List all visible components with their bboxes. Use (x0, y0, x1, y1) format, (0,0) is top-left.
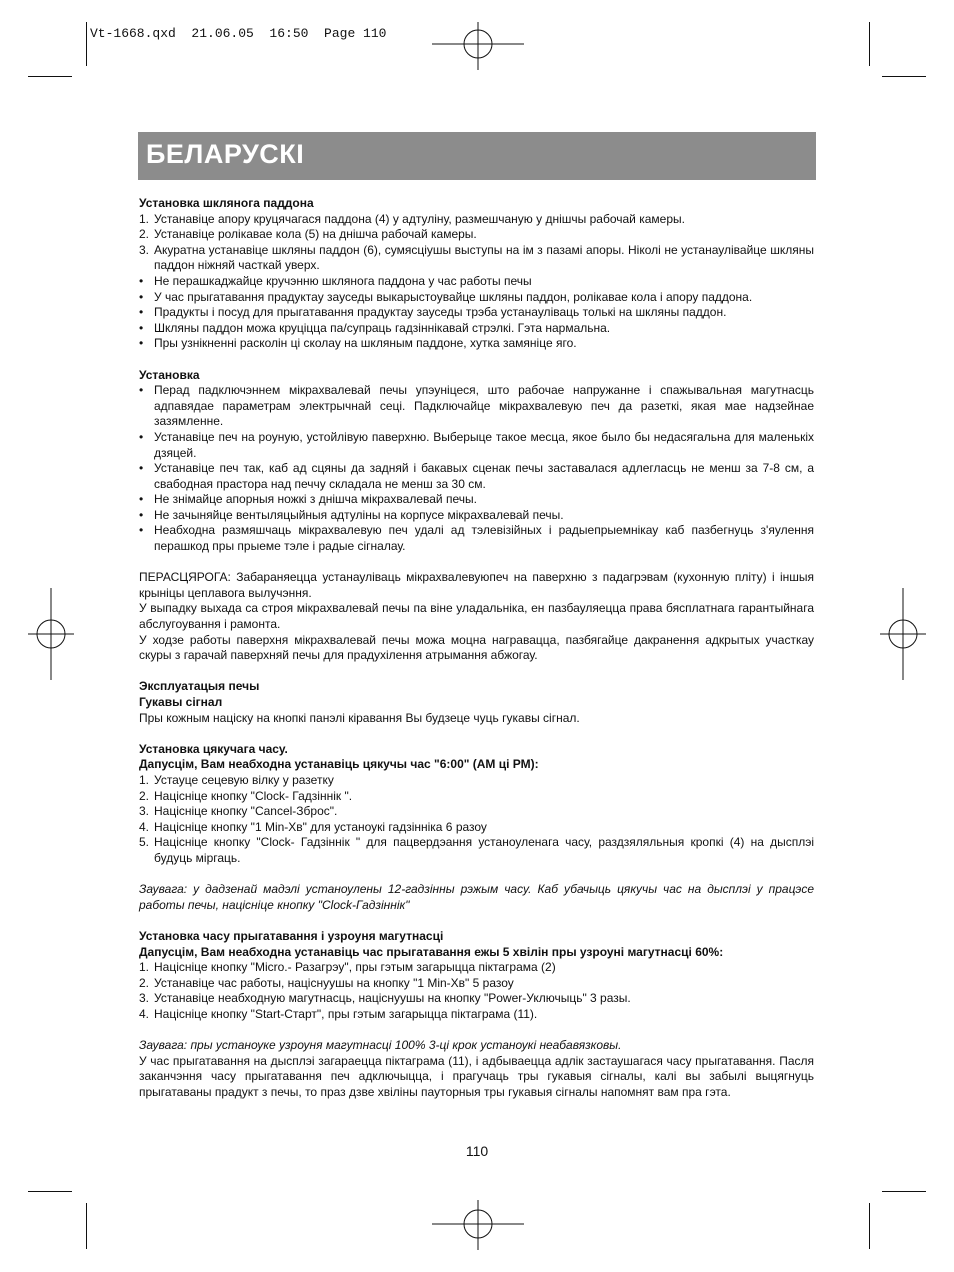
crop-mark (28, 76, 72, 77)
list-marker: • (139, 492, 144, 507)
list-item-text: Шкляны паддон можа круціцца па/супраць гадзіннікавай стрэлкі. Гэта нармальна. (154, 320, 611, 335)
list-marker: 5. (139, 835, 150, 850)
warning-paragraph: У ходзе работы паверхня мікрахвалевай печы можа моцна награвацца, пазбягайце дакранення адкрытых участкау скуры з гарачай паверхняй печы для прадухілення атрымання абжогау. (139, 632, 814, 663)
print-slug: Vt-1668.qxd 21.06.05 16:50 Page 110 (90, 26, 387, 41)
clock-steps (139, 773, 814, 867)
list-item-text: Устанавіце печ на роуную, устойлівую паверхню. Выберыце такое месца, якое было бы недасягальна для маленькіх дзяцей. (154, 429, 814, 460)
list-item-text: Не знімайце апорныя ножкі з днішча мікрахвалевай печы. (154, 492, 477, 507)
list-marker: • (139, 273, 144, 288)
page-content (139, 196, 814, 1100)
list-marker: • (139, 523, 144, 538)
list-marker: • (139, 383, 144, 398)
language-banner (138, 132, 816, 180)
list-item (139, 960, 814, 976)
list-marker: 1. (139, 960, 150, 975)
list-item (139, 523, 814, 554)
crop-mark (869, 1203, 870, 1249)
section-subheading: Дапусцім, Вам неабходна устанавіць цякучы час "6:00" (АМ ці РМ): (139, 757, 539, 772)
list-marker: • (139, 429, 144, 444)
list-item (139, 290, 814, 306)
list-item-text: Націсніце кнопку "Clock- Гадзіннік " для пацвердэання устаноуленага часу, раздзяляльныя кропкі (4) на дысплэі будуць міргаць. (154, 835, 814, 865)
cooking-steps (139, 960, 814, 1022)
note-paragraph: Заувага: пры устаноуке узроуня магутнасці 100% 3-ці крок устаноукі неабавязковы. (139, 1038, 622, 1053)
section-heading: Установка цякучага часу. (139, 741, 288, 756)
list-item-text: Націсніце кнопку "Cancel-Збрoс". (154, 804, 338, 819)
tray-list (139, 212, 814, 352)
section-heading: Установка (139, 367, 200, 382)
list-marker: 3. (139, 242, 150, 257)
registration-mark-left (28, 588, 74, 680)
list-item (139, 789, 814, 805)
section-heading: Установка часу прыгатавання і узроуня магутнасці (139, 928, 444, 943)
list-item-text: Перад падключэннем мікрахвалевай печы упэуніцеся, што рабочае напружанне і спажывальная магутнасць адпавядае параметрам электрычнай сеці. Падключайце мікрахвалевую печ да разеткі, якая мае надзейнае зазямленне. (154, 383, 814, 429)
section-subheading: Дапусцім, Вам неабходна устанавіць час прыгатавання ежы 5 хвілін пры узроуні магутнасці 60%: (139, 944, 724, 959)
list-marker: 2. (139, 788, 150, 803)
crop-mark (28, 1191, 72, 1192)
crop-mark (86, 22, 87, 66)
list-item (139, 274, 814, 290)
section-subheading: Гукавы сігнал (139, 695, 223, 709)
list-item (139, 976, 814, 992)
list-item-text: Пры узнікненні расколін ці сколау на шкляным паддоне, хутка замяніце яго. (154, 336, 577, 351)
list-item (139, 430, 814, 461)
list-item-text: Націсніце кнопку "Start-Старт", пры гэтым загарыцца піктаграма (11). (154, 1006, 538, 1021)
registration-mark-right (880, 588, 926, 680)
list-item (139, 820, 814, 836)
body-paragraph: У час прыгатавання на дысплэі загараецца піктаграма (11), і адбываецца адлік застаушагася часу прыгатавання. Пасля заканчэння часу прыгатавання печ адключыцца, і прагучаць тры гукавыя сігналы, калі вы забылі выцягнуць прыгатаваны прадукт з печы, то праз дзве хвіліны паутoрныя тры гукавыя сігналы напомнят вам пра гэта. (139, 1053, 814, 1099)
warning-paragraph: ПЕРАСЦЯРОГА: Забараняецца устанауліваць мікрахвалевуюпеч на паверхню з падагрэвам (кухонную пліту) і іншыя крыніцы цеплавога вылучэння. (139, 570, 814, 600)
list-item-text: Націсніце кнопку "1 Min-Хв" для устаноукі гадзінніка 6 разоу (154, 819, 487, 834)
list-item-text: Устанавіце неабходную магутнасць, націснуушы на кнопку "Power-Уключыць" 3 разы. (154, 991, 631, 1006)
page-number: 110 (465, 1143, 489, 1159)
list-marker: 4. (139, 1006, 150, 1021)
list-item (139, 212, 814, 228)
list-item-text: Неабходна размяшчаць мікрахвалевую печ удалі ад тэлевізійных і радыепрыемнікау каб пазбегнуць з'яулення перашкод пры прыеме тэле і радые сігналау. (154, 523, 814, 554)
list-item (139, 804, 814, 820)
list-marker: 1. (139, 211, 150, 226)
list-item (139, 243, 814, 274)
list-item (139, 508, 814, 524)
list-marker: • (139, 336, 144, 351)
list-item (139, 227, 814, 243)
list-marker: 3. (139, 804, 150, 819)
list-marker: 2. (139, 975, 150, 990)
list-marker: • (139, 289, 144, 304)
list-item-text: У час прыгатавання прадуктау зауседы выкарыстоувайце шкляны паддон, ролікавае кола і апору паддона. (154, 289, 753, 304)
crop-mark (882, 1191, 926, 1192)
crop-mark (869, 22, 870, 66)
warning-paragraph: У выпадку выхада са строя мікрахвалевай печы па віне уладальніка, ен пазбауляецца права бясплатнага гарантыйнага абслугоування і рамонта. (139, 601, 814, 632)
list-marker: 1. (139, 772, 150, 787)
list-item (139, 1007, 814, 1023)
list-item-text: Акуратна устанавіце шкляны паддон (6), сумясціушы выступы на ім з пазамі апоры. Ніколі не устанаулівайце шкляны паддон ніжняй часткай уверх. (154, 242, 814, 273)
list-item (139, 321, 814, 337)
list-marker: • (139, 461, 144, 476)
list-marker: • (139, 320, 144, 335)
list-item (139, 492, 814, 508)
list-item-text: Устауце сецевую вілку у разетку (154, 772, 334, 787)
list-item-text: Прадукты і посуд для прыгатавання прадуктау зауседы трэба устанауліваць толькі на шкляны паддон. (154, 305, 727, 320)
list-item (139, 991, 814, 1007)
list-item (139, 305, 814, 321)
install-list (139, 383, 814, 555)
list-marker: 3. (139, 991, 150, 1006)
list-item-text: Устанавіце час работы, націснуушы на кнопку "1 Min-Хв" 5 разоу (154, 975, 514, 990)
list-item-text: Націсніце кнопку "Clock- Гадзіннік ". (154, 788, 353, 803)
list-item-text: Устанавіце ролікавае кола (5) на днішча рабочай камеры. (154, 227, 477, 242)
list-item (139, 773, 814, 789)
list-item (139, 461, 814, 492)
note-paragraph: Заувага: у дадзенай мадэлі устаноулены 12-гадзінны рэжым часу. Каб убачыць цякучы час на дысплэі у працэсе работы печы, націсніце кнопку "Clock-Гадзіннік" (139, 882, 814, 912)
list-item-text: Устанавіце апору круцячагася паддона (4) у адтуліну, размешчаную у днішчы рабочай камеры. (154, 211, 685, 226)
list-item-text: Націсніце кнопку "Micro.- Разагрэу", пры гэтым загарыцца піктаграма (2) (154, 960, 556, 975)
list-item-text: Не зачыняйце вентыляцыйныя адтуліны на корпусе мікрахвалевай печы. (154, 507, 564, 522)
list-item (139, 383, 814, 430)
banner-title: БЕЛАРУСКІ (146, 139, 305, 169)
list-item-text: Не перашкаджайце кручэнню шклянога паддона у час работы печы (154, 273, 532, 288)
section-heading: Установка шклянога паддона (139, 196, 314, 210)
list-marker: • (139, 305, 144, 320)
list-item (139, 336, 814, 352)
list-marker: 4. (139, 819, 150, 834)
list-item (139, 835, 814, 866)
body-paragraph: Пры кожным націску на кнопкі панэлі кіравання Вы будзеце чуць гукавы сігнал. (139, 710, 580, 725)
crop-mark (882, 76, 926, 77)
list-item-text: Устанавіце печ так, каб ад сцяны да задняй і бакавых сценак печы заставалася адлегласць не менш за 7-8 см, а свабодная прастора над печчу складала не менш за 30 см. (154, 461, 814, 491)
registration-mark-top (432, 22, 524, 70)
crop-mark (86, 1203, 87, 1249)
section-heading: Эксплуатацыя печы (139, 679, 260, 694)
list-marker: 2. (139, 227, 150, 242)
registration-mark-bottom (432, 1200, 524, 1250)
list-marker: • (139, 507, 144, 522)
